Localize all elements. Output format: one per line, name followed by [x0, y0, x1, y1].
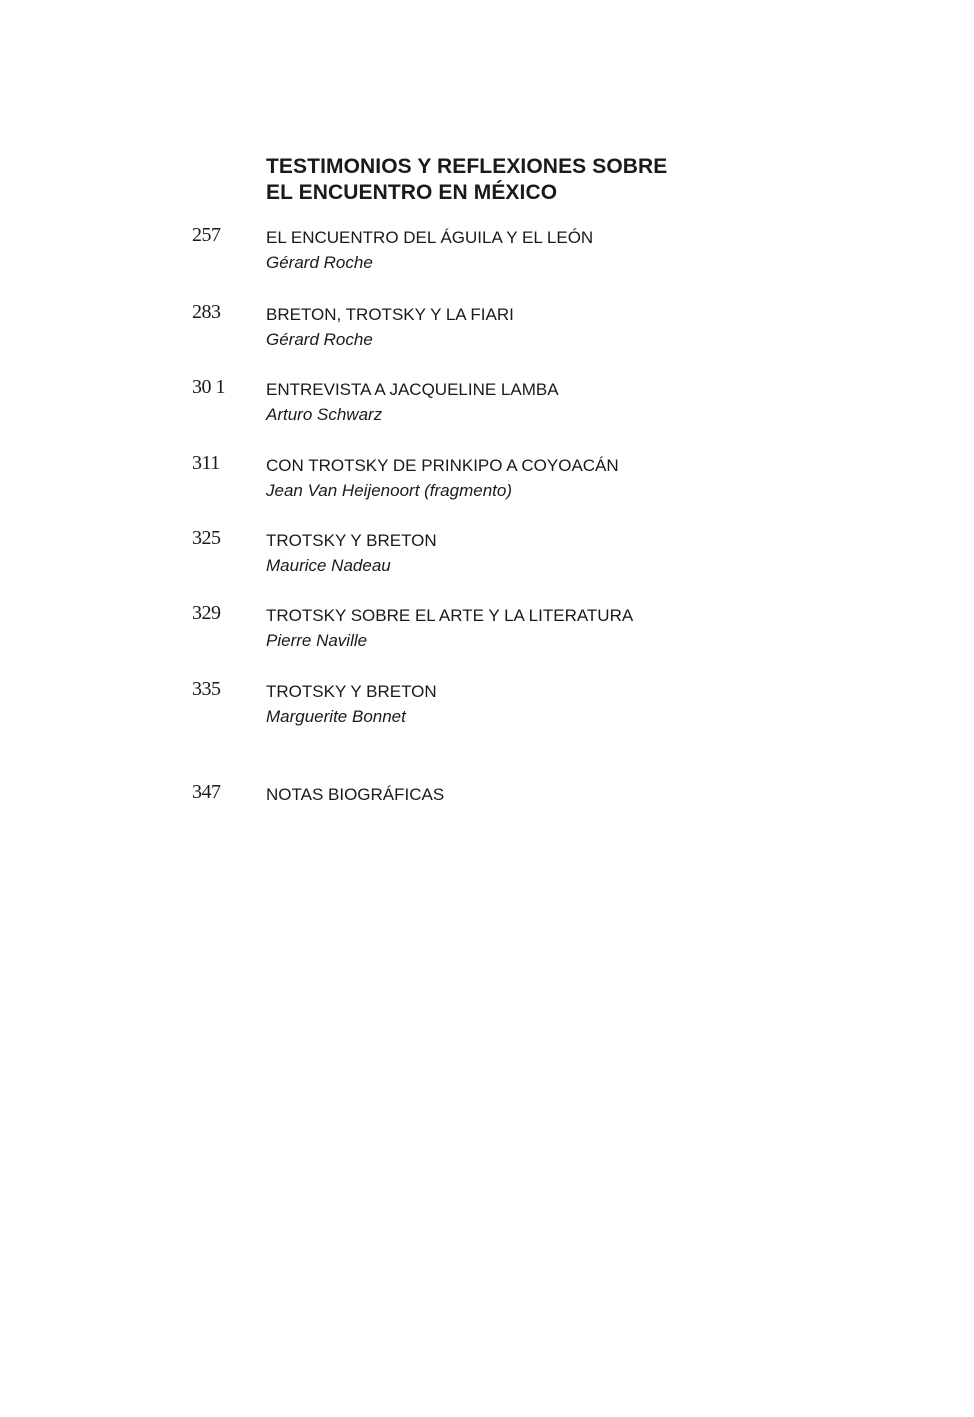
- page-number: 335: [192, 678, 221, 700]
- page-number: 329: [192, 602, 221, 624]
- entry-title: CON TROTSKY DE PRINKIPO A COYOACÁN: [266, 456, 619, 475]
- entry-title: TROTSKY Y BRETON: [266, 531, 437, 550]
- section-title-line-2: EL ENCUENTRO EN MÉXICO: [266, 181, 558, 204]
- entry-title: BRETON, TROTSKY Y LA FIARI: [266, 305, 514, 324]
- entry-author: Maurice Nadeau: [266, 556, 391, 575]
- page-number: 30 1: [192, 376, 225, 398]
- page-number: 347: [192, 781, 221, 803]
- page-number: 283: [192, 301, 221, 323]
- entry-title: ENTREVISTA A JACQUELINE LAMBA: [266, 380, 559, 399]
- page-number: 257: [192, 224, 221, 246]
- entry-title: TROTSKY Y BRETON: [266, 682, 437, 701]
- entry-author: Marguerite Bonnet: [266, 707, 406, 726]
- entry-author: Arturo Schwarz: [266, 405, 383, 424]
- entry-author: Gérard Roche: [266, 330, 373, 349]
- section-title: [266, 154, 786, 206]
- entry-author: Gérard Roche: [266, 253, 373, 272]
- page-number: 325: [192, 527, 221, 549]
- entry-title: EL ENCUENTRO DEL ÁGUILA Y EL LEÓN: [266, 228, 594, 247]
- page-number: 311: [192, 452, 220, 474]
- entry-author: Pierre Naville: [266, 631, 368, 650]
- entry-title: NOTAS BIOGRÁFICAS: [266, 785, 445, 804]
- entry-author: Jean Van Heijenoort (fragmento): [266, 481, 513, 500]
- entry-title: TROTSKY SOBRE EL ARTE Y LA LITERATURA: [266, 606, 634, 625]
- section-title-line-1: TESTIMONIOS Y REFLEXIONES SOBRE: [266, 155, 668, 178]
